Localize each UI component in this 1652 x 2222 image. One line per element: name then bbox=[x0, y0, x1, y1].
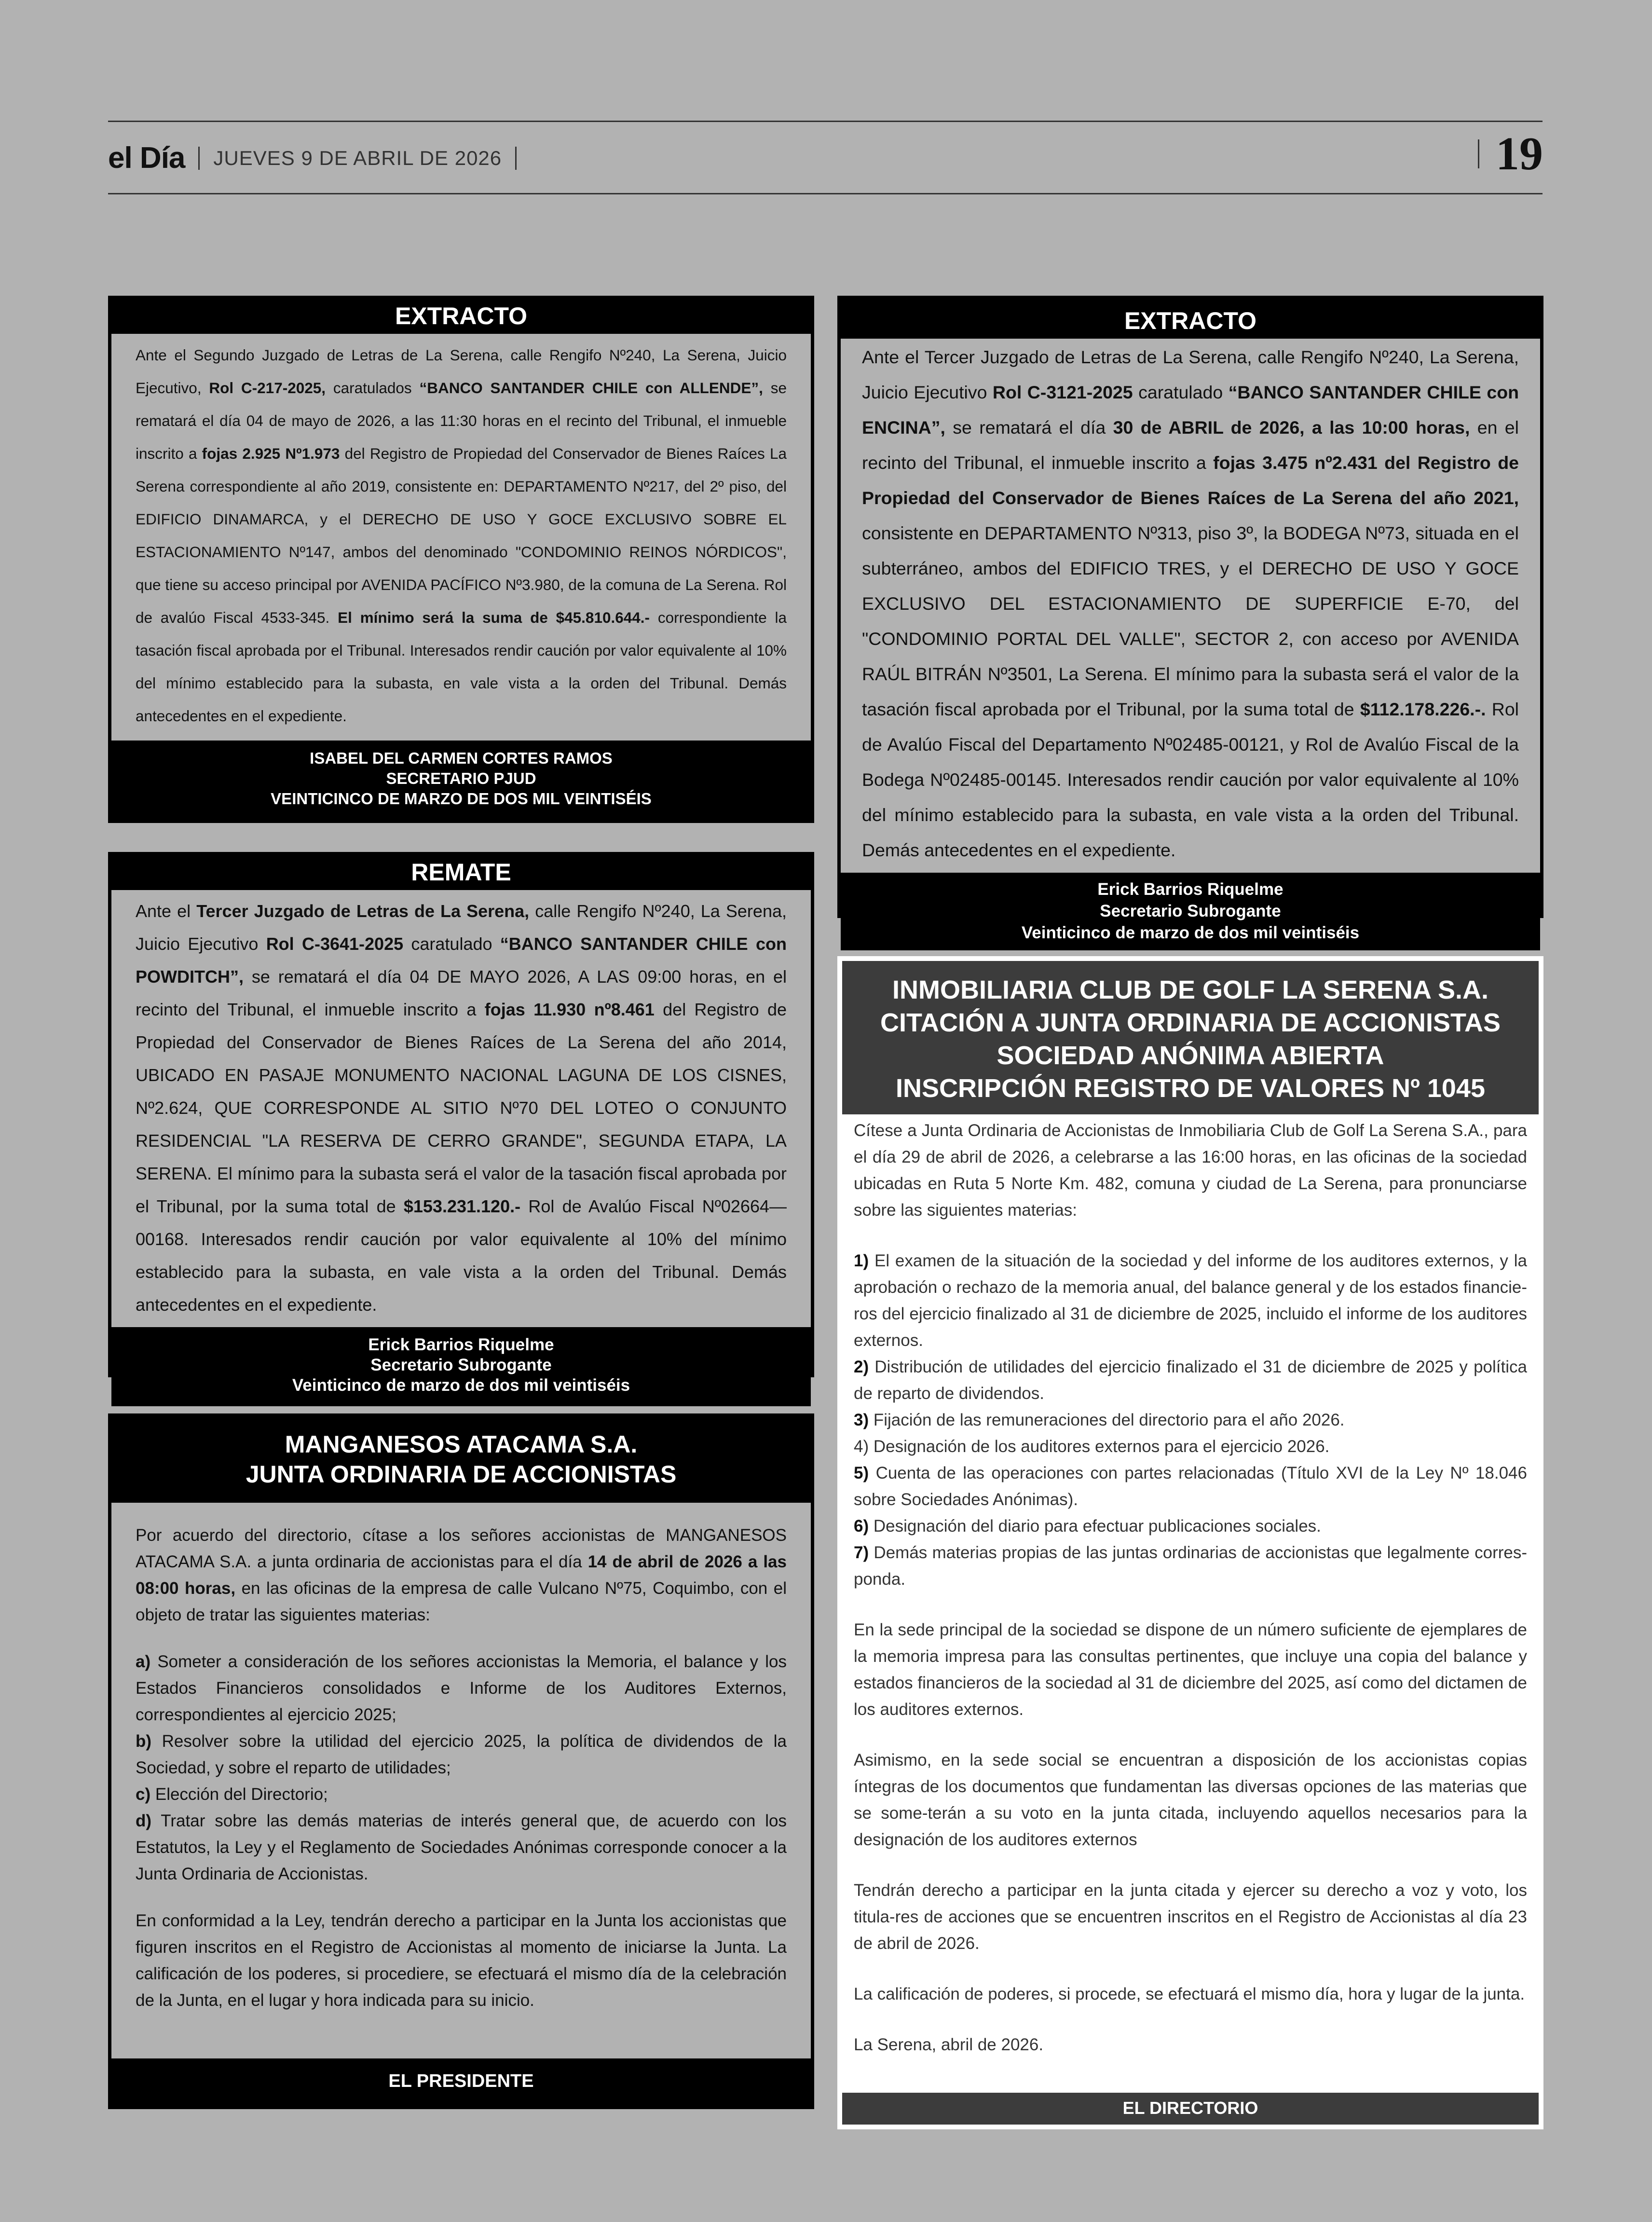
notice-title: REMATE bbox=[111, 855, 811, 890]
agenda-item: 2) Distribución de utilidades del ejercicio finalizado el 31 de diciembre de 2025 y política de reparto de dividendos. bbox=[854, 1358, 1527, 1403]
memoria-paragraph: En la sede principal de la sociedad se dispone de un número suficiente de ejemplares de la memoria impresa para las consultas pertinentes, que incluye una copia del balance y estados financieros de la sociedad al 31 de diciembre del 2025, así como del dictamen de los auditores externos. bbox=[854, 1620, 1527, 1719]
company-name: MANGANESOS ATACAMA S.A. bbox=[285, 1431, 638, 1458]
notice-extracto-allende bbox=[108, 296, 814, 823]
agenda-item: 1) El examen de la situación de la sociedad y del informe de los auditores externos, y la aprobación o rechazo de la memoria anual, del balance general y de los estados financie-ros del ejercicio finalizado al 31 de diciembre de 2025, incluido el informe de los auditores externos. bbox=[854, 1251, 1527, 1350]
signature-date: VEINTICINCO DE MARZO DE DOS MIL VEINTISÉIS bbox=[271, 790, 652, 808]
issue-date: JUEVES 9 DE ABRIL DE 2026 bbox=[213, 146, 502, 169]
agenda-item: a) Someter a consideración de los señores accionistas la Memoria, el balance y los Estados Financieros consolidados e Informe de los Auditores Externos, correspondientes al ejercicio 2025; bbox=[136, 1652, 787, 1724]
notice-body: Ante el Segundo Juzgado de Letras de La Serena, calle Rengifo Nº240, La Serena, Juicio Ejecutivo, Rol C-217-2025, caratulados “BANCO SANTANDER CHILE con ALLENDE”, se rematará el día 04 de mayo de 2026, a las 11:30 horas en el recinto del Tribunal, el inmueble inscrito a fojas 2.925 Nº1.973 del Registro de Propiedad del Conservador de Bienes Raíces La Serena correspondiente al año 2019, consistente en: DEPARTAMENTO Nº217, del 2º piso, del EDIFICIO DINAMARCA, y el DERECHO DE USO Y GOCE EXCLUSIVO SOBRE EL ESTACIONAMIENTO Nº147, ambos del denominado "CONDOMINIO REINOS NÓRDICOS", que tiene su acceso principal por AVENIDA PACÍFICO Nº3.980, de la comuna de La Serena. Rol de avalúo Fiscal 4533-345. El mínimo será la suma de $45.810.644.- correspondiente la tasación fiscal aprobada por el Tribunal. Interesados rendir caución por valor equivalente al 10% del mínimo establecido para la subasta, en vale vista a la orden del Tribunal. Demás antecedentes en el expediente. bbox=[136, 346, 787, 725]
notice-club-de-golf bbox=[837, 956, 1543, 2129]
agenda-item: c) Elección del Directorio; bbox=[136, 1785, 328, 1804]
signer-role: SECRETARIO PJUD bbox=[386, 769, 536, 787]
closing-paragraph: En conformidad a la Ley, tendrán derecho a participar en la Junta los accionistas que figuren inscritos en el Registro de Accionistas al momento de iniciarse la Junta. La calificación de los poderes, si procediere, se efectuará el mismo día de la celebración de la Junta, en el lugar y hora indicada para su inicio. bbox=[136, 1911, 787, 2010]
company-type: SOCIEDAD ANÓNIMA ABIERTA bbox=[997, 1041, 1384, 1070]
notice-body bbox=[111, 1503, 811, 2058]
header-top-rule bbox=[108, 121, 1543, 122]
notice-body: Ante el Tercer Juzgado de Letras de La Serena, calle Rengifo Nº240, La Serena, Juicio Ejecutivo Rol C-3641-2025 caratulado “BANCO SANTANDER CHILE con POWDITCH”, se rematará el día 04 DE MAYO 2026, A LAS 09:00 horas, en el recinto del Tribunal, el inmueble inscrito a fojas 11.930 nº8.461 del Registro de Propiedad del Conservador de Bienes Raíces de La Serena del año 2014, UBICADO EN PASAJE MONUMENTO NACIONAL LAGUNA DE LOS CISNES, Nº2.624, QUE CORRESPONDE AL SITIO Nº70 DEL LOTEO O CONJUNTO RESIDENCIAL "LA RESERVA DE CERRO GRANDE", SEGUNDA ETAPA, LA SERENA. El mínimo para la subasta será el valor de la tasación fiscal aprobada por el Tribunal, por la suma total de $153.231.120.- Rol de Avalúo Fiscal Nº02664—00168. Interesados rendir caución por valor equivalente al 10% del mínimo establecido para la subasta, en vale vista a la orden del Tribunal. Demás antecedentes en el expediente. bbox=[136, 901, 787, 1315]
agenda-item: 3) Fijación de las remuneraciones del directorio para el año 2026. bbox=[854, 1411, 1345, 1429]
signer-role: Secretario Subrogante bbox=[370, 1356, 552, 1374]
notice-title bbox=[842, 961, 1539, 1114]
company-name: INMOBILIARIA CLUB DE GOLF LA SERENA S.A. bbox=[892, 975, 1488, 1004]
notice-signature: EL PRESIDENTE bbox=[111, 2058, 811, 2106]
header-bottom-rule bbox=[108, 193, 1543, 194]
place-date: La Serena, abril de 2026. bbox=[854, 2035, 1044, 2054]
participation-paragraph: Tendrán derecho a participar en la junta citada y ejercer su derecho a voz y voto, los titula-res de acciones que se encuentren inscritos en el Registro de Accionistas al día 23 de abril de 2026. bbox=[854, 1881, 1527, 1953]
masthead bbox=[108, 141, 530, 175]
header-divider bbox=[198, 147, 200, 170]
header-divider bbox=[1478, 139, 1479, 168]
documents-paragraph: Asimismo, en la sede social se encuentran a disposición de los accionistas copias íntegras de los documentos que fundamentan las diversas opciones de las materias que se some-terán a su voto en la junta citada, incluyendo aquellos necesarios para la designación de los auditores externos bbox=[854, 1751, 1527, 1849]
notice-extracto-encina bbox=[837, 296, 1543, 942]
agenda-item: 7) Demás materias propias de las juntas ordinarias de accionistas que legalmente corres-ponda. bbox=[854, 1543, 1527, 1589]
agenda-item: b) Resolver sobre la utilidad del ejercicio 2025, la política de dividendos de la Sociedad, y sobre el reparto de utilidades; bbox=[136, 1732, 787, 1777]
agenda-item: 6) Designación del diario para efectuar publicaciones sociales. bbox=[854, 1517, 1321, 1536]
proxies-paragraph: La calificación de poderes, si procede, se efectuará el mismo día, hora y lugar de la junta. bbox=[854, 1985, 1525, 2003]
meeting-title: JUNTA ORDINARIA DE ACCIONISTAS bbox=[246, 1461, 677, 1488]
signer-name: Erick Barrios Riquelme bbox=[1097, 880, 1283, 899]
meeting-title: CITACIÓN A JUNTA ORDINARIA DE ACCIONISTAS bbox=[880, 1008, 1501, 1037]
notice-title: EXTRACTO bbox=[841, 299, 1540, 339]
notice-title: EXTRACTO bbox=[111, 299, 811, 334]
intro-paragraph: Cítese a Junta Ordinaria de Accionistas de Inmobiliaria Club de Golf La Serena S.A., para el día 29 de abril de 2026, a celebrarse a las 16:00 horas, en las oficinas de la sociedad ubicadas en Ruta 5 Norte Km. 482, comuna y ciudad de La Serena, para pronunciarse sobre las siguientes materias: bbox=[854, 1121, 1527, 1220]
signer-role: Secretario Subrogante bbox=[1100, 902, 1281, 920]
agenda-item: d) Tratar sobre las demás materias de interés general que, de acuerdo con los Estatutos, la Ley y el Reglamento de Sociedades Anónimas corresponde conocer a la Junta Ordinaria de Accionistas. bbox=[136, 1811, 787, 1883]
newspaper-logo: el Día bbox=[108, 141, 185, 175]
intro-paragraph: Por acuerdo del directorio, cítase a los señores accionistas de MANGANESOS ATACAMA S.A. a junta ordinaria de accionistas para el día 14 de abril de 2026 a las 08:00 horas, en las oficinas de la empresa de calle Vulcano Nº75, Coquimbo, con el objeto de tratar las siguientes materias: bbox=[136, 1526, 787, 1624]
page-number-block bbox=[1478, 130, 1543, 178]
notice-signature bbox=[111, 741, 811, 820]
notice-manganesos-atacama bbox=[108, 1413, 814, 2109]
registry-number: INSCRIPCIÓN REGISTRO DE VALORES Nº 1045 bbox=[896, 1074, 1485, 1103]
signature-date: Veinticinco de marzo de dos mil veintiséis bbox=[1021, 923, 1360, 942]
notice-signature bbox=[841, 873, 1540, 950]
notice-body bbox=[842, 1114, 1539, 2093]
header-divider bbox=[515, 147, 517, 170]
signer-name: Erick Barrios Riquelme bbox=[368, 1335, 554, 1354]
notice-body: Ante el Tercer Juzgado de Letras de La Serena, calle Rengifo Nº240, La Serena, Juicio Ejecutivo Rol C-3121-2025 caratulado “BANCO SANTANDER CHILE con ENCINA”, se rematará el día 30 de ABRIL de 2026, a las 10:00 horas, en el recinto del Tribunal, el inmueble inscrito a fojas 3.475 nº2.431 del Registro de Propiedad del Conservador de Bienes Raíces de La Serena del año 2021, consistente en DEPARTAMENTO Nº313, piso 3º, la BODEGA Nº73, situada en el subterráneo, ambos del EDIFICIO TRES, y el DERECHO DE USO Y GOCE EXCLUSIVO DEL ESTACIONAMIENTO DE SUPERFICIE E-70, del "CONDOMINIO PORTAL DEL VALLE", SECTOR 2, con acceso por AVENIDA RAÚL BITRÁN Nº3501, La Serena. El mínimo para la subasta será el valor de la tasación fiscal aprobada por el Tribunal, por la suma total de $112.178.226.-. Rol de Avalúo Fiscal del Departamento Nº02485-00121, y Rol de Avalúo Fiscal de la Bodega Nº02485-00145. Interesados rendir caución por valor equivalente al 10% del mínimo establecido para la subasta, en vale vista a la orden del Tribunal. Demás antecedentes en el expediente. bbox=[862, 347, 1519, 860]
notice-signature bbox=[111, 1327, 811, 1406]
agenda-item: 4) Designación de los auditores externos para el ejercicio 2026. bbox=[854, 1437, 1330, 1456]
notice-signature: EL DIRECTORIO bbox=[842, 2093, 1539, 2125]
signature-date: Veinticinco de marzo de dos mil veintiséis bbox=[292, 1376, 630, 1395]
notice-remate-powditch bbox=[108, 852, 814, 1395]
signer-name: ISABEL DEL CARMEN CORTES RAMOS bbox=[310, 749, 613, 767]
page-number: 19 bbox=[1496, 128, 1543, 180]
notice-title bbox=[111, 1417, 811, 1503]
agenda-item: 5) Cuenta de las operaciones con partes relacionadas (Título XVI de la Ley Nº 18.046 sobre Sociedades Anónimas). bbox=[854, 1464, 1527, 1509]
